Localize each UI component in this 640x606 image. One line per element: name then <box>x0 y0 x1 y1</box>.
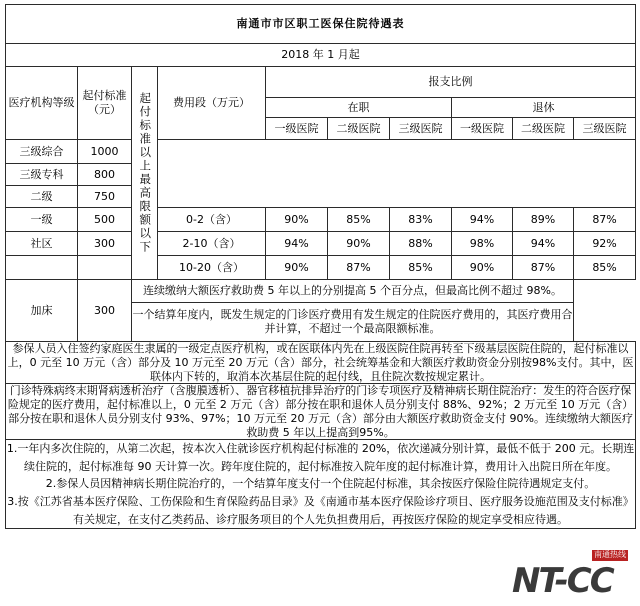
ratio-on-duty-3: 88% <box>390 232 452 256</box>
ratio-retired-3: 87% <box>574 208 636 232</box>
ratio-retired-2: 87% <box>513 256 574 280</box>
paragraph-special-outpatient-policy: 门诊特殊病终末期肾病透析治疗（含腹膜透析）、器官移植抗排异治疗的门诊专项医疗及精神病长期住院治疗：发生的符合医疗保险规定的医疗费用，起付标准以上，0 元至 2 万元（含）部分按在职和退休人员分别支付 88%、92%；2 万元至 10 万元（含）部分按在职和退休人员分别支付 93%、97%；10 万元至 20 万元（含）部分由大额医疗救助资金支付 90%。连续缴纳大额医疗救助费 5 年以上提高到95%。 <box>6 384 636 440</box>
title-row <box>6 5 636 44</box>
page-title: 南通市市区职工医保住院待遇表 <box>6 5 636 44</box>
institution-deductible: 750 <box>78 186 132 208</box>
footnote-item: 2.参保人员因精神病长期住院治疗的，一个结算年度支付一个住院起付标准，其余按医疗保险住院待遇规定支付。 <box>45 477 596 491</box>
institution-deductible: 800 <box>78 164 132 186</box>
inline-note-combined-limit: 一个结算年度内，既发生规定的门诊医疗费用有发生规定的住院医疗费用的，其医疗费用合并计算，不超过一个最高限额标准。 <box>132 303 574 342</box>
institution-deductible: 300 <box>78 232 132 256</box>
ratio-retired-2: 94% <box>513 232 574 256</box>
footnote-item: 1.一年内多次住院的，从第二次起，按本次入住就诊医疗机构起付标准的 20%，依次递减分别计算，最低不低于 200 元。长期连续住院的，起付标准每 90 天计算一次。跨年度住院的，起付标准按入院年度的起付标准计算，费用计入出院日所在年度。 <box>6 442 635 473</box>
header-vertical-range <box>132 67 158 280</box>
watermark-badge: 南通热线 <box>594 550 626 559</box>
inline-note-large-aid: 连续缴纳大额医疗救助费 5 年以上的分别提高 5 个百分点，但最高比例不超过 98%。 <box>132 280 574 303</box>
subtitle-row <box>6 44 636 67</box>
ratio-on-duty-2: 85% <box>328 208 390 232</box>
paragraph-row <box>6 384 636 440</box>
ratio-on-duty-2: 90% <box>328 232 390 256</box>
header-on-duty-hospital-2: 二级医院 <box>328 118 390 140</box>
table-row <box>6 232 636 256</box>
segment-spacer <box>158 140 636 208</box>
ratio-on-duty-3: 83% <box>390 208 452 232</box>
institution-deductible-empty <box>78 256 132 280</box>
header-retired-hospital-2: 二级医院 <box>513 118 574 140</box>
institution-level: 社区 <box>6 232 78 256</box>
header-reimbursement-ratio: 报支比例 <box>266 67 636 98</box>
institution-deductible: 1000 <box>78 140 132 164</box>
paragraph-row <box>6 342 636 384</box>
ratio-on-duty-1: 90% <box>266 208 328 232</box>
watermark-logo-text: NT-CC <box>512 561 613 601</box>
institution-deductible: 500 <box>78 208 132 232</box>
table-row <box>6 208 636 232</box>
header-retired: 退休 <box>452 98 636 118</box>
institution-level: 三级综合 <box>6 140 78 164</box>
table-row <box>6 280 636 303</box>
table-row <box>6 140 636 164</box>
header-on-duty-hospital-1: 一级医院 <box>266 118 328 140</box>
ratio-retired-3: 85% <box>574 256 636 280</box>
ratio-retired-2: 89% <box>513 208 574 232</box>
vertical-range-text: 起付标准以上最高限额以下 <box>138 92 153 254</box>
watermark <box>512 550 630 601</box>
header-on-duty: 在职 <box>266 98 452 118</box>
institution-level: 加床 <box>6 280 78 342</box>
institution-deductible: 300 <box>78 280 132 342</box>
institution-level: 一级 <box>6 208 78 232</box>
effective-date: 2018 年 1 月起 <box>6 44 636 67</box>
fee-segment-range: 10-20（含） <box>158 256 266 280</box>
footnote-item: 3.按《江苏省基本医疗保险、工伤保险和生育保险药品目录》及《南通市基本医疗保险诊疗项目、医疗服务设施范围及支付标准》有关规定，在支付乙类药品、诊疗服务项目的个人先负担费用后，再按医疗保险的规定享受相应待遇。 <box>7 495 634 526</box>
institution-level: 三级专科 <box>6 164 78 186</box>
ratio-on-duty-1: 94% <box>266 232 328 256</box>
institution-level-empty <box>6 256 78 280</box>
fee-segment-range: 2-10（含） <box>158 232 266 256</box>
header-deductible-standard: 起付标准（元） <box>78 67 132 140</box>
ratio-on-duty-3: 85% <box>390 256 452 280</box>
footnotes-container <box>6 440 636 529</box>
institution-level: 二级 <box>6 186 78 208</box>
header-on-duty-hospital-3: 三级医院 <box>390 118 452 140</box>
ratio-retired-1: 90% <box>452 256 513 280</box>
header-retired-hospital-1: 一级医院 <box>452 118 513 140</box>
ratio-retired-3: 92% <box>574 232 636 256</box>
header-fee-segment: 费用段（万元） <box>158 67 266 140</box>
ratio-on-duty-1: 90% <box>266 256 328 280</box>
header-institution-level: 医疗机构等级 <box>6 67 78 140</box>
paragraph-family-doctor-policy: 参保人员入住签约家庭医生隶属的一级定点医疗机构，或在医联体内先在上级医院住院再转至下级基层医院住院的，起付标准以上，0 元至 10 万元（含）部分及 10 万元至 20 万元（含）部分，社会统筹基金和大额医疗救助资金分别按98%支付。其中，医联体内下转的，取消本次基层住院的起付线，且住院次数按规定累计。 <box>6 342 636 384</box>
footnotes-row <box>6 440 636 529</box>
ratio-retired-1: 98% <box>452 232 513 256</box>
header-row-1 <box>6 67 636 98</box>
fee-segment-range: 0-2（含） <box>158 208 266 232</box>
table-row <box>6 256 636 280</box>
ratio-on-duty-2: 87% <box>328 256 390 280</box>
header-retired-hospital-3: 三级医院 <box>574 118 636 140</box>
benefits-table <box>5 4 636 529</box>
ratio-retired-1: 94% <box>452 208 513 232</box>
